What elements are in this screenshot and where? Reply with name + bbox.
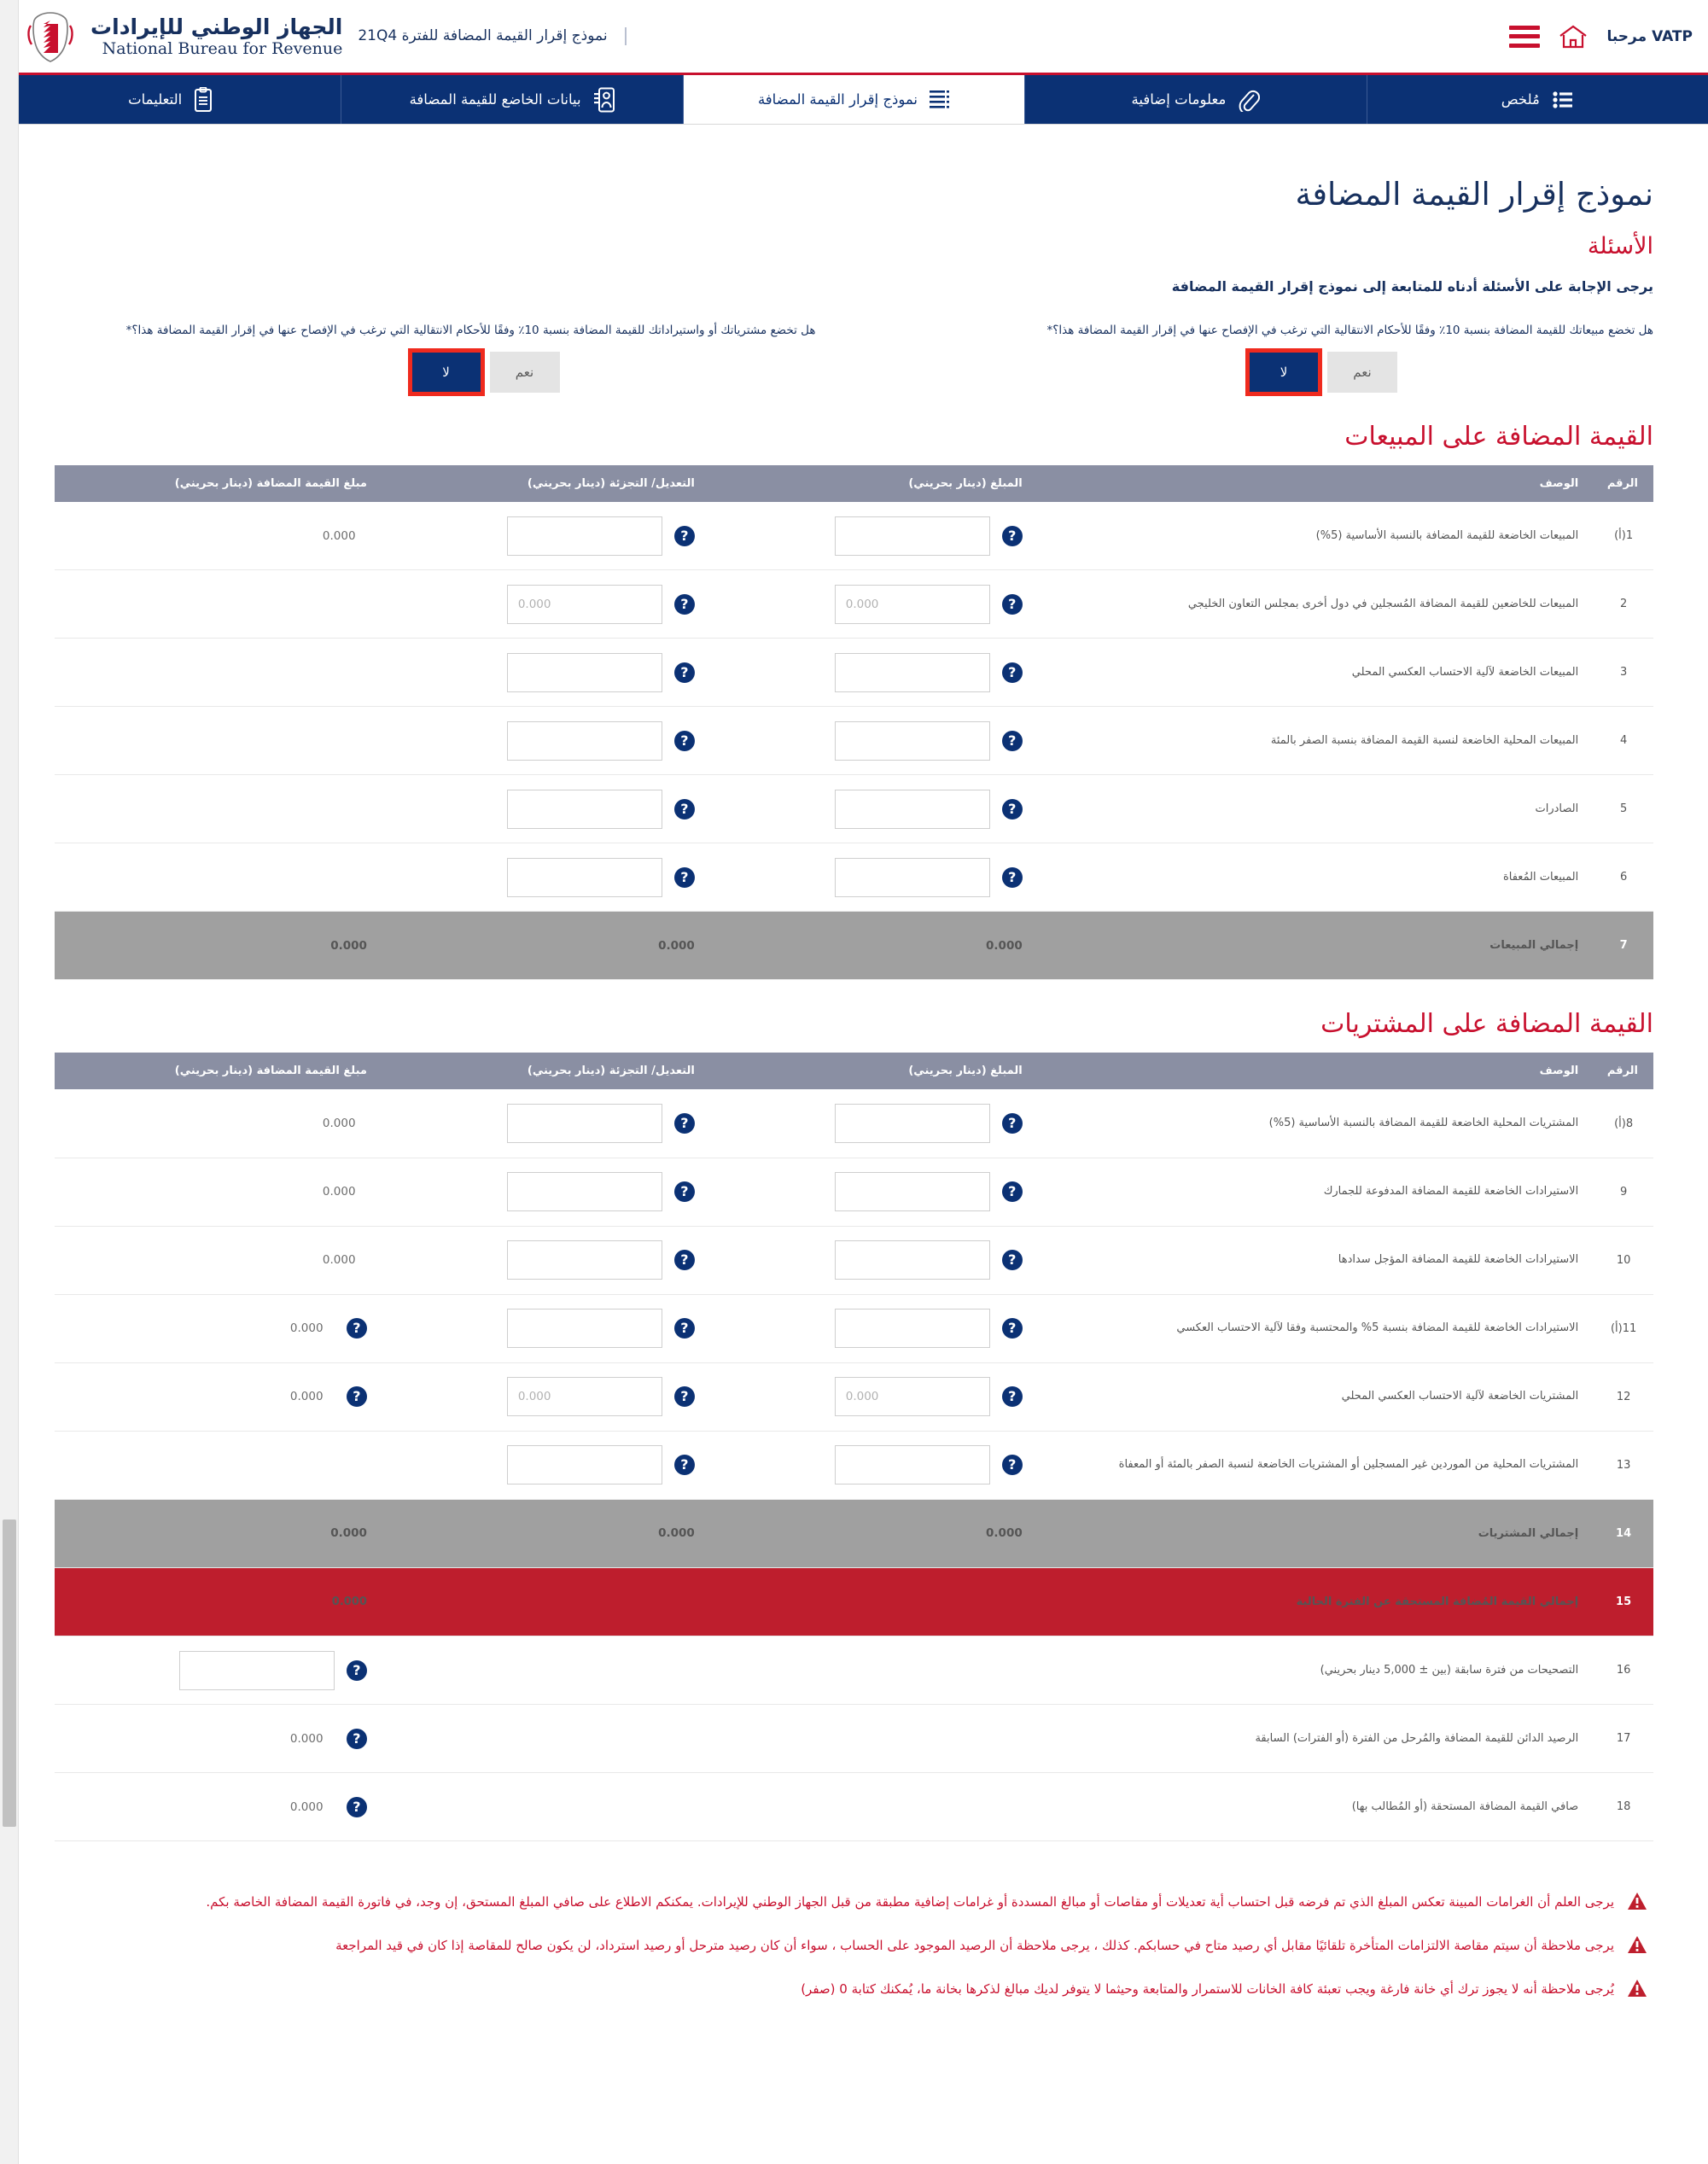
adjustment-help-icon[interactable]: ? [674, 867, 695, 888]
adjustment-cell [398, 790, 695, 829]
adjustment-help-icon[interactable]: ? [674, 1455, 695, 1475]
amount-cell [726, 1240, 1023, 1280]
row-adjustment [382, 775, 710, 843]
row-adjustment [382, 1158, 710, 1226]
vat-help-icon[interactable]: ? [347, 1318, 367, 1339]
adjustment-cell [398, 721, 695, 761]
amount-help-icon[interactable]: ? [1002, 1250, 1023, 1270]
row-description: الصادرات [1038, 775, 1594, 843]
adjustment-help-icon[interactable]: ? [674, 1113, 695, 1134]
row-adjustment [382, 843, 710, 912]
table-row [55, 1705, 1653, 1773]
list-summary-icon [1552, 90, 1574, 109]
purchases-total-body [55, 1499, 1653, 1567]
row-adjustment [382, 502, 710, 570]
row-number: 3 [1594, 639, 1653, 707]
form-period-label: نموذج إقرار القيمة المضافة للفترة 21Q4 [358, 27, 626, 44]
amount-cell [726, 1309, 1023, 1348]
amount-cell [726, 653, 1023, 692]
question-sales [893, 320, 1654, 393]
form-lines-icon [930, 90, 950, 110]
row-description: المبيعات الخاضعة لآلية الاحتساب العكسي المحلي [1038, 639, 1594, 707]
row-description: الرصيد الدائن للقيمة المضافة والمُرحل من الفترة (أو الفترات) السابقة [1038, 1705, 1594, 1773]
vat-cell [70, 1729, 367, 1749]
row-adjustment [382, 1226, 710, 1294]
adjustment-help-icon[interactable]: ? [674, 662, 695, 683]
vat-due-total-row [55, 1568, 1653, 1636]
warning-triangle-icon [1628, 1980, 1647, 2000]
amount-help-icon[interactable]: ? [1002, 526, 1023, 546]
vat-input[interactable] [179, 1651, 335, 1690]
adjustment-cell [398, 1104, 695, 1143]
table-total-row [55, 912, 1653, 980]
row-amount [710, 570, 1038, 639]
adjustment-cell [398, 1172, 695, 1211]
question-purchases [55, 320, 816, 393]
warning-note [61, 1978, 1647, 2001]
row-description: المبيعات المُعفاة [1038, 843, 1594, 912]
total-number: 14 [1594, 1499, 1653, 1567]
adjustment-help-icon[interactable]: ? [674, 594, 695, 615]
sales-table [55, 465, 1653, 981]
question-purchases-yes-button[interactable]: نعم [490, 352, 560, 393]
adjustment-input[interactable] [507, 858, 662, 897]
vat-cell [70, 1797, 367, 1817]
page-title: نموذج إقرار القيمة المضافة [1295, 176, 1653, 213]
header-left-group [1485, 24, 1693, 50]
amount-help-icon[interactable]: ? [1002, 731, 1023, 751]
sales-col-vat: مبلغ القيمة المضافة (دينار بحريني) [55, 465, 382, 502]
summary-table-body [55, 1568, 1653, 1841]
amount-help-icon[interactable]: ? [1002, 1113, 1023, 1134]
amount-input[interactable] [835, 653, 990, 692]
tab-additional-information[interactable] [1024, 75, 1366, 124]
amount-cell [726, 721, 1023, 761]
row-vat [55, 1226, 382, 1294]
row-vat [55, 1362, 382, 1431]
vat-cell [70, 1117, 367, 1130]
total-label: إجمالي المبيعات [1038, 912, 1594, 980]
table-row [55, 1636, 1653, 1705]
question-sales-no-button[interactable]: لا [1249, 352, 1319, 393]
total-adjustment: 0.000 [382, 912, 710, 980]
adjustment-help-icon[interactable]: ? [674, 731, 695, 751]
amount-input[interactable] [835, 721, 990, 761]
row-vat [55, 502, 382, 570]
row-adjustment [382, 639, 710, 707]
vat-value: 0.000 [289, 1390, 324, 1404]
bahrain-crest-icon [26, 10, 75, 63]
total-amount: 0.000 [710, 912, 1038, 980]
table-row [55, 1431, 1653, 1499]
amount-cell [726, 516, 1023, 556]
row-amount [710, 502, 1038, 570]
row-amount [710, 639, 1038, 707]
adjustment-help-icon[interactable]: ? [674, 1181, 695, 1202]
row-amount [710, 1294, 1038, 1362]
row-vat [55, 1158, 382, 1226]
amount-help-icon[interactable]: ? [1002, 662, 1023, 683]
vat-cell [70, 1185, 367, 1199]
questions-row [55, 320, 1653, 393]
table-total-row [55, 1499, 1653, 1567]
question-purchases-text: هل تخضع مشترياتك أو واستيراداتك للقيمة المضافة بنسبة 10٪ وفقًا للأحكام الانتقالية التي ترغب في الإفصاح عنها في إقرار القيمة المضافة هذا؟* [125, 324, 816, 337]
sales-col-num: الرقم [1594, 465, 1653, 502]
amount-input[interactable] [835, 1172, 990, 1211]
row-amount [710, 1362, 1038, 1431]
row-number: 17 [1594, 1705, 1653, 1773]
vat-value: 0.000 [289, 1321, 324, 1336]
tab-vat-return-form[interactable] [683, 75, 1024, 124]
vat-cell [70, 1386, 367, 1407]
table-row [55, 1158, 1653, 1226]
row-description: المبيعات الخاضعة للقيمة المضافة بالنسبة الأساسية (5%) [1038, 502, 1594, 570]
row-amount [710, 843, 1038, 912]
clipboard-instructions-icon [194, 87, 213, 113]
brand-name-arabic: الجهاز الوطني للإيرادات [90, 14, 343, 39]
brand-wordmark [90, 16, 342, 57]
tab-summary[interactable] [1367, 75, 1708, 124]
row-description: الاستيرادات الخاضعة للقيمة المضافة المدفوعة للجمارك [1038, 1158, 1594, 1226]
amount-cell [726, 1104, 1023, 1143]
row-description: المشتريات المحلية الخاضعة للقيمة المضافة بالنسبة الأساسية (5%) [1038, 1089, 1594, 1158]
sales-col-desc: الوصف [1038, 465, 1594, 502]
footer-notes [55, 1891, 1653, 2001]
row-amount [710, 707, 1038, 775]
row-adjustment [382, 707, 710, 775]
adjustment-help-icon[interactable]: ? [674, 1386, 695, 1407]
row-description: المشتريات الخاضعة لآلية الاحتساب العكسي المحلي [1038, 1362, 1594, 1431]
purchases-table-body [55, 1089, 1653, 1499]
vat-cell [70, 1651, 367, 1690]
row-amount [710, 1431, 1038, 1499]
brand-block [26, 10, 632, 63]
amount-input[interactable]: 0.000 [835, 1377, 990, 1416]
amount-cell [726, 1172, 1023, 1211]
table-row [55, 1294, 1653, 1362]
adjustment-input[interactable] [507, 653, 662, 692]
sales-col-amount: المبلغ (دينار بحريني) [710, 465, 1038, 502]
row-vat [55, 570, 382, 639]
row-number: 1(أ) [1594, 502, 1653, 570]
sales-table-body [55, 502, 1653, 912]
tab-taxpayer-details-label: بيانات الخاضع للقيمة المضافة [409, 91, 581, 108]
adjustment-input[interactable]: 0.000 [507, 585, 662, 624]
tab-vat-return-form-label: نموذج إقرار القيمة المضافة [757, 91, 918, 108]
row-vat [55, 843, 382, 912]
adjustment-input[interactable]: 0.000 [507, 1377, 662, 1416]
amount-help-icon[interactable]: ? [1002, 1318, 1023, 1339]
page-content [0, 125, 1708, 2001]
tab-additional-information-label: معلومات إضافية [1131, 91, 1227, 108]
vat-cell [70, 1253, 367, 1267]
purchases-table-header-row [55, 1053, 1653, 1089]
row-adjustment [382, 1089, 710, 1158]
row-description: الاستيرادات الخاضعة للقيمة المضافة بنسبة 5% والمحتسبة وفقا لآلية الاحتساب العكسي [1038, 1294, 1594, 1362]
tab-instructions-label: التعليمات [128, 91, 183, 108]
row-adjustment [382, 1294, 710, 1362]
purchases-col-num: الرقم [1594, 1053, 1653, 1089]
warning-note-text: يُرجى ملاحظة أنه لا يجوز ترك أي خانة فارغة ويجب تعبئة كافة الخانات للاستمرار والمتابعة وحيثما لا يتوفر لديك مبالغ لذكرها بخانة ما، يُمكنك كتابة 0 (صفر) [801, 1981, 1614, 1998]
adjustment-input[interactable] [507, 721, 662, 761]
scrollbar-thumb[interactable] [3, 1519, 16, 1827]
table-row [55, 1773, 1653, 1841]
row-amount [710, 1226, 1038, 1294]
row-amount [710, 775, 1038, 843]
vat-value: 0.000 [322, 1185, 356, 1199]
warning-note [61, 1934, 1647, 1957]
row-description: الاستيرادات الخاضعة للقيمة المضافة المؤجل سدادها [1038, 1226, 1594, 1294]
purchases-col-amount: المبلغ (دينار بحريني) [710, 1053, 1038, 1089]
row-vat [55, 1431, 382, 1499]
total-vat: 0.000 [55, 912, 382, 980]
question-purchases-buttons [55, 352, 816, 393]
row-number: 10 [1594, 1226, 1653, 1294]
row-amount [710, 1158, 1038, 1226]
questions-heading: الأسئلة [1587, 233, 1653, 260]
warning-note-text: يرجى ملاحظة أن سيتم مقاصة الالتزامات المتأخرة تلقائيًا مقابل أي رصيد متاح في حسابكم. كذلك ، يرجى ملاحظة أن الرصيد الموجود على الحساب ، سواء أن كان رصيد مترحل أو رصيد استرداد، لن يكون صالح للمقاصة إذا كان في قيد المراجعة [335, 1938, 1614, 1954]
table-row [55, 1089, 1653, 1158]
vat-help-icon[interactable]: ? [347, 1386, 367, 1407]
adjustment-help-icon[interactable]: ? [674, 799, 695, 820]
vat-due-number: 15 [1594, 1568, 1653, 1636]
row-number: 2 [1594, 570, 1653, 639]
adjustment-cell [398, 1309, 695, 1348]
adjustment-cell [398, 1445, 695, 1484]
table-row [55, 707, 1653, 775]
vat-cell [70, 1318, 367, 1339]
amount-help-icon[interactable]: ? [1002, 1181, 1023, 1202]
row-number: 13 [1594, 1431, 1653, 1499]
adjustment-help-icon[interactable]: ? [674, 526, 695, 546]
adjustment-input[interactable] [507, 1104, 662, 1143]
adjustment-input[interactable] [507, 516, 662, 556]
total-amount: 0.000 [710, 1499, 1038, 1567]
questions-lead-text: يرجى الإجابة على الأسئلة أدناه للمتابعة إلى نموذج إقرار القيمة المضافة [1171, 278, 1653, 295]
amount-input[interactable] [835, 1445, 990, 1484]
amount-cell [726, 858, 1023, 897]
row-number: 4 [1594, 707, 1653, 775]
table-row [55, 639, 1653, 707]
total-number: 7 [1594, 912, 1653, 980]
question-purchases-no-button[interactable]: لا [411, 352, 481, 393]
amount-input[interactable] [835, 858, 990, 897]
adjustment-input[interactable] [507, 1445, 662, 1484]
tab-summary-label: مُلخص [1501, 91, 1540, 108]
vat-value: 0.000 [289, 1731, 324, 1746]
amount-help-icon[interactable]: ? [1002, 1386, 1023, 1407]
amount-input[interactable] [835, 516, 990, 556]
summary-table [55, 1568, 1653, 1842]
adjustment-input[interactable] [507, 1172, 662, 1211]
sales-table-header-row [55, 465, 1653, 502]
row-number: 6 [1594, 843, 1653, 912]
warning-note-text: يرجى العلم أن الغرامات المبينة تعكس المبلغ الذي تم فرضه قبل احتساب أية تعديلات أو مقاصات أو مبالغ المسددة أو غرامات إضافية مطبقة من قبل الجهاز الوطني للإيرادات. يمكنكم الاطلاع على صافي المبلغ المستحق، إن وجد، في فاتورة القيمة المضافة الخاصة بكم. [206, 1894, 1614, 1910]
table-row [55, 1362, 1653, 1431]
sales-total-body [55, 912, 1653, 980]
adjustment-help-icon[interactable]: ? [674, 1250, 695, 1270]
sales-section-title: القيمة المضافة على المبيعات [1344, 421, 1653, 452]
app-header [0, 0, 1708, 75]
row-description: صافي القيمة المضافة المستحقة (أو المُطالب بها) [1038, 1773, 1594, 1841]
table-row [55, 775, 1653, 843]
vat-value: 0.000 [322, 1253, 356, 1268]
row-description: المشتريات المحلية من الموردين غير المسجلين أو المشتريات الخاضعة لنسبة الصفر بالمئة أو المعفاة [1038, 1431, 1594, 1499]
vat-value: 0.000 [322, 1117, 356, 1131]
paperclip-icon [1238, 88, 1260, 112]
row-vat [55, 1089, 382, 1158]
total-label: إجمالي المشتريات [1038, 1499, 1594, 1567]
row-amount [710, 1089, 1038, 1158]
row-adjustment [382, 1362, 710, 1431]
question-sales-yes-button[interactable]: نعم [1327, 352, 1397, 393]
row-description: المبيعات المحلية الخاضعة لنسبة القيمة المضافة بنسبة الصفر بالمئة [1038, 707, 1594, 775]
adjustment-cell [398, 1377, 695, 1416]
vat-due-value: 0.000 [55, 1568, 382, 1636]
welcome-label: مرحبا VATP [1606, 27, 1693, 45]
row-adjustment [382, 570, 710, 639]
amount-cell [726, 585, 1023, 624]
adjustment-help-icon[interactable]: ? [674, 1318, 695, 1339]
vat-value: 0.000 [289, 1799, 324, 1814]
adjustment-cell [398, 1240, 695, 1280]
adjustment-input[interactable] [507, 1240, 662, 1280]
table-row [55, 843, 1653, 912]
purchases-col-adjust: التعديل/ التجزئة (دينار بحريني) [382, 1053, 710, 1089]
purchases-col-desc: الوصف [1038, 1053, 1594, 1089]
adjustment-input[interactable] [507, 1309, 662, 1348]
row-number: 18 [1594, 1773, 1653, 1841]
purchases-col-vat: مبلغ القيمة المضافة (دينار بحريني) [55, 1053, 382, 1089]
amount-cell [726, 790, 1023, 829]
adjustment-cell [398, 516, 695, 556]
row-vat [55, 707, 382, 775]
page-scrollbar[interactable] [0, 0, 19, 2164]
question-sales-buttons [893, 352, 1654, 393]
amount-cell [726, 1377, 1023, 1416]
amount-help-icon[interactable]: ? [1002, 799, 1023, 820]
taxpayer-person-icon [593, 87, 615, 113]
amount-input[interactable] [835, 1309, 990, 1348]
amount-input[interactable] [835, 1240, 990, 1280]
purchases-table [55, 1053, 1653, 1568]
tab-instructions[interactable] [0, 75, 341, 124]
adjustment-cell [398, 653, 695, 692]
vat-help-icon[interactable]: ? [347, 1660, 367, 1681]
amount-help-icon[interactable]: ? [1002, 594, 1023, 615]
vat-due-label: إجمالي القيمة المُضافة المستحقة عن الفترة الحالية [1038, 1568, 1594, 1636]
home-icon[interactable] [1559, 24, 1588, 50]
vat-help-icon[interactable]: ? [347, 1797, 367, 1817]
amount-input[interactable]: 0.000 [835, 585, 990, 624]
row-number: 16 [1594, 1636, 1653, 1705]
amount-input[interactable] [835, 1104, 990, 1143]
row-description: المبيعات للخاضعين للقيمة المضافة المُسجلين في دول أخرى بمجلس التعاون الخليجي [1038, 570, 1594, 639]
amount-cell [726, 1445, 1023, 1484]
table-row [55, 502, 1653, 570]
row-vat [55, 775, 382, 843]
row-number: 9 [1594, 1158, 1653, 1226]
warning-triangle-icon [1628, 1893, 1647, 1913]
question-sales-text: هل تخضع مبيعاتك للقيمة المضافة بنسبة 10٪ وفقًا للأحكام الانتقالية التي ترغب في الإفصاح عنها في إقرار القيمة المضافة هذا؟* [1046, 324, 1653, 337]
total-adjustment: 0.000 [382, 1499, 710, 1567]
amount-input[interactable] [835, 790, 990, 829]
table-row [55, 570, 1653, 639]
vat-help-icon[interactable]: ? [347, 1729, 367, 1749]
main-tab-navigation[interactable] [0, 75, 1708, 125]
vat-cell [70, 529, 367, 543]
row-vat [55, 1636, 382, 1705]
adjustment-cell [398, 858, 695, 897]
row-vat [55, 1705, 382, 1773]
row-vat [55, 639, 382, 707]
amount-help-icon[interactable]: ? [1002, 867, 1023, 888]
vat-value: 0.000 [322, 528, 356, 543]
row-vat [55, 1773, 382, 1841]
row-number: 12 [1594, 1362, 1653, 1431]
warning-triangle-icon [1628, 1936, 1647, 1957]
sales-col-adjust: التعديل/ التجزئة (دينار بحريني) [382, 465, 710, 502]
brand-name-english: National Bureau for Revenue [102, 38, 343, 58]
tab-taxpayer-details[interactable] [341, 75, 682, 124]
row-number: 11(أ) [1594, 1294, 1653, 1362]
amount-help-icon[interactable]: ? [1002, 1455, 1023, 1475]
row-vat [55, 1294, 382, 1362]
row-number: 5 [1594, 775, 1653, 843]
adjustment-input[interactable] [507, 790, 662, 829]
hamburger-menu-icon[interactable] [1509, 26, 1540, 48]
row-description: التصحيحات من فترة سابقة (بين ± 5,000 دينار بحريني) [1038, 1636, 1594, 1705]
purchases-section-title: القيمة المضافة على المشتريات [1320, 1009, 1653, 1040]
row-number: 8(أ) [1594, 1089, 1653, 1158]
total-vat: 0.000 [55, 1499, 382, 1567]
warning-note [61, 1891, 1647, 1914]
table-row [55, 1226, 1653, 1294]
adjustment-cell [398, 585, 695, 624]
row-adjustment [382, 1431, 710, 1499]
